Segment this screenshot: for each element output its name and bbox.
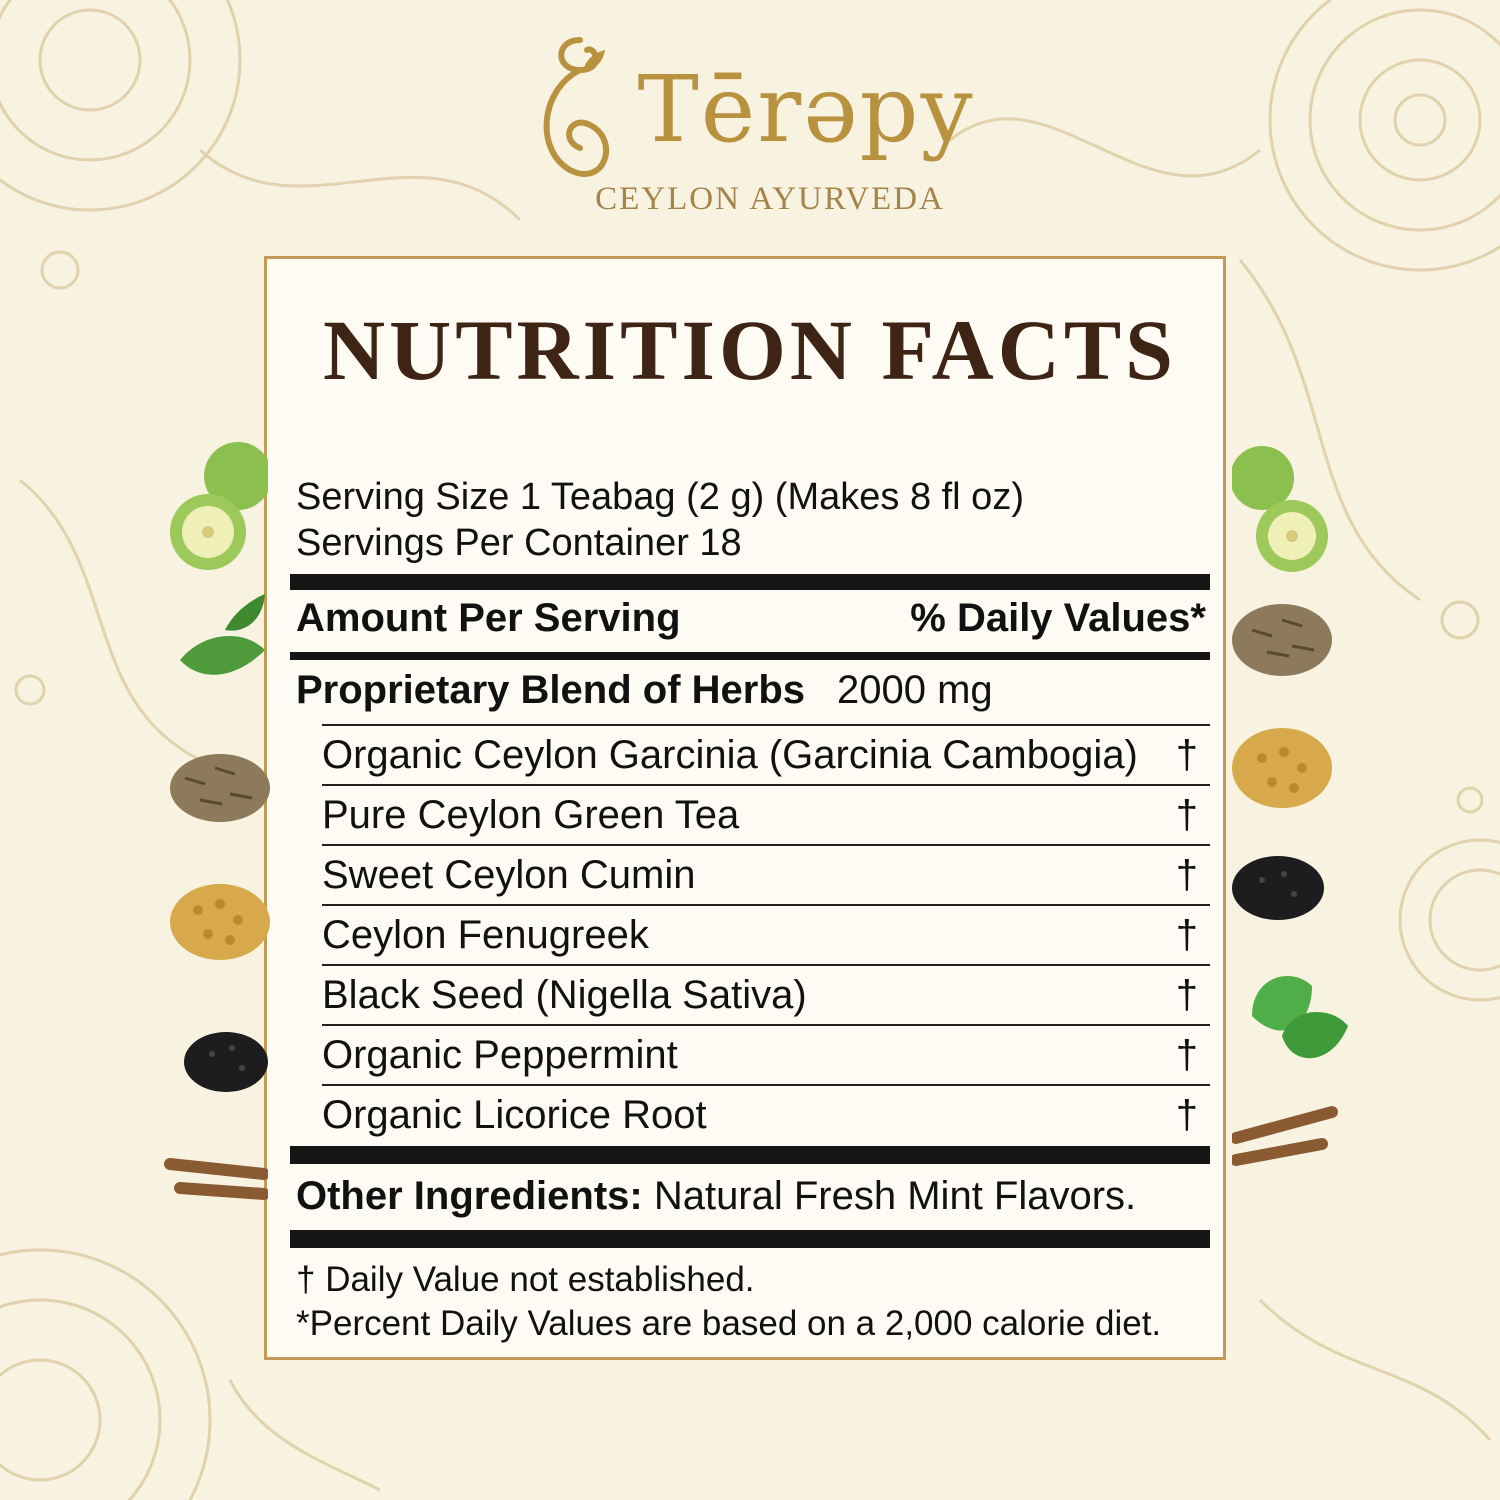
nutrition-title: NUTRITION FACTS bbox=[322, 302, 1178, 398]
serving-info bbox=[296, 474, 1024, 566]
serving-size: Serving Size 1 Teabag (2 g) (Makes 8 fl oz) bbox=[296, 476, 1024, 518]
herb-dv: † bbox=[1175, 1032, 1198, 1077]
licorice-root-icon bbox=[1232, 1098, 1340, 1182]
herb-name: Sweet Ceylon Cumin bbox=[322, 852, 696, 897]
other-ingredients-row bbox=[296, 1174, 1136, 1219]
thick-divider bbox=[290, 574, 1210, 590]
herb-row bbox=[322, 784, 1210, 844]
thick-divider bbox=[290, 1230, 1210, 1248]
herb-name: Organic Ceylon Garcinia (Garcinia Cambogia) bbox=[322, 732, 1138, 777]
herb-dv: † bbox=[1175, 1092, 1198, 1137]
herb-name: Ceylon Fenugreek bbox=[322, 912, 649, 957]
herb-dv: † bbox=[1175, 732, 1198, 777]
herb-name: Pure Ceylon Green Tea bbox=[322, 792, 740, 837]
herb-row bbox=[322, 844, 1210, 904]
brand-logo-icon bbox=[525, 30, 625, 190]
brand-header bbox=[0, 30, 1500, 218]
black-seeds-icon bbox=[1232, 844, 1336, 930]
cumin-seeds-icon bbox=[160, 738, 270, 830]
peppermint-leaf-icon bbox=[1232, 956, 1350, 1076]
thick-divider bbox=[290, 1146, 1210, 1164]
blend-label: Proprietary Blend of Herbs bbox=[296, 668, 806, 712]
herb-dv: † bbox=[1175, 792, 1198, 837]
amount-header-row bbox=[296, 596, 1206, 641]
herb-dv: † bbox=[1175, 852, 1198, 897]
fenugreek-seeds-icon bbox=[1232, 718, 1342, 814]
herb-row bbox=[322, 724, 1210, 784]
herb-name: Organic Licorice Root bbox=[322, 1092, 707, 1137]
garcinia-fruit-icon bbox=[168, 436, 268, 572]
black-seeds-icon bbox=[172, 1018, 268, 1100]
garcinia-fruit-icon bbox=[1232, 438, 1328, 574]
cumin-seeds-icon bbox=[1232, 590, 1342, 686]
licorice-root-icon bbox=[160, 1128, 268, 1212]
brand-name: Tērəpy bbox=[637, 56, 975, 163]
blend-amount: 2000 mg bbox=[837, 668, 993, 712]
green-leaf-icon bbox=[175, 590, 267, 684]
brand-lockup bbox=[525, 30, 974, 190]
fenugreek-seeds-icon bbox=[158, 870, 270, 966]
footnotes bbox=[296, 1258, 1161, 1346]
herb-row bbox=[322, 964, 1210, 1024]
other-ingredients-value: Natural Fresh Mint Flavors. bbox=[642, 1174, 1137, 1218]
footnote-percent: *Percent Daily Values are based on a 2,000 calorie diet. bbox=[296, 1304, 1162, 1343]
amount-per-serving-label: Amount Per Serving bbox=[296, 596, 681, 640]
herb-dv: † bbox=[1175, 912, 1198, 957]
footnote-dagger: † Daily Value not established. bbox=[296, 1260, 755, 1299]
herb-row bbox=[322, 1024, 1210, 1084]
herb-name: Organic Peppermint bbox=[322, 1032, 678, 1077]
other-ingredients-label: Other Ingredients: bbox=[296, 1174, 643, 1218]
medium-divider bbox=[290, 652, 1210, 660]
herb-name: Black Seed (Nigella Sativa) bbox=[322, 972, 807, 1017]
daily-values-label: % Daily Values* bbox=[910, 596, 1206, 640]
herb-dv: † bbox=[1175, 972, 1198, 1017]
proprietary-blend-row bbox=[296, 668, 993, 713]
brand-tagline: CEYLON AYURVEDA bbox=[595, 181, 945, 217]
herb-row bbox=[322, 904, 1210, 964]
servings-per-container: Servings Per Container 18 bbox=[296, 522, 742, 564]
herb-list bbox=[322, 724, 1210, 1144]
herb-row bbox=[322, 1084, 1210, 1144]
